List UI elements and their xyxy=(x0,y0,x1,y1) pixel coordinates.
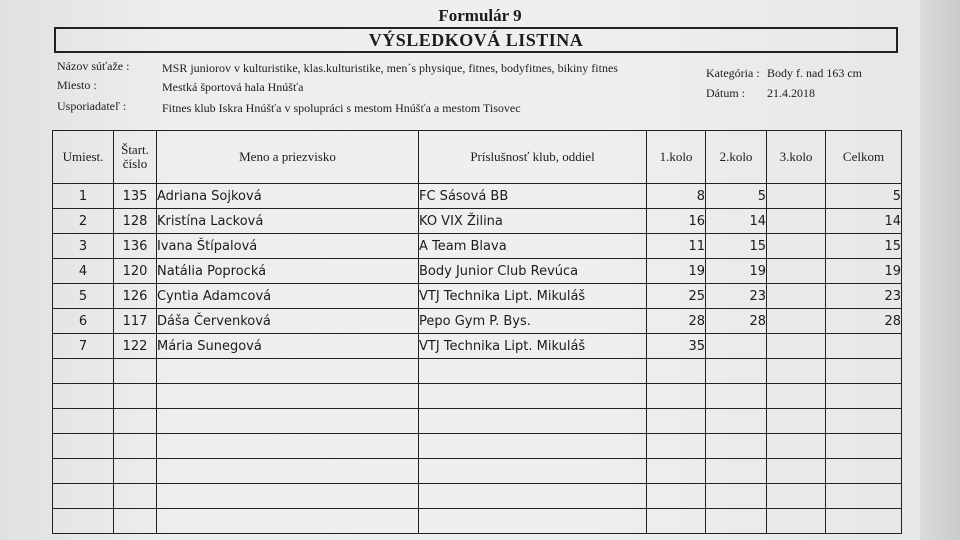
empty-cell xyxy=(157,409,419,434)
header-start-line2: číslo xyxy=(122,156,148,171)
competition-value: MSR juniorov v kulturistike, klas.kulturistike, men´s physique, fitnes, bodyfitnes, bikiny fitnes xyxy=(162,61,618,75)
empty-cell xyxy=(826,484,902,509)
empty-cell xyxy=(53,409,114,434)
cell-total: 28 xyxy=(826,309,902,334)
empty-cell xyxy=(419,359,647,384)
table-row xyxy=(53,309,902,334)
cell-round1: 11 xyxy=(647,234,706,259)
place-value: Mestká športová hala Hnúšťa xyxy=(162,80,304,94)
cell-name: Dáša Červenková xyxy=(157,309,419,334)
table-row xyxy=(53,209,902,234)
empty-cell xyxy=(647,459,706,484)
cell-total: 14 xyxy=(826,209,902,234)
empty-cell xyxy=(647,509,706,534)
empty-cell xyxy=(826,434,902,459)
empty-cell xyxy=(706,509,767,534)
cell-round1: 19 xyxy=(647,259,706,284)
empty-table-row xyxy=(53,434,902,459)
empty-cell xyxy=(647,409,706,434)
header-round3: 3.kolo xyxy=(767,131,826,184)
cell-place: 7 xyxy=(53,334,114,359)
results-body xyxy=(53,184,902,534)
cell-place: 5 xyxy=(53,284,114,309)
empty-cell xyxy=(157,459,419,484)
form-number: Formulár 9 xyxy=(438,6,522,25)
empty-table-row xyxy=(53,509,902,534)
cell-place: 6 xyxy=(53,309,114,334)
empty-cell xyxy=(767,359,826,384)
cell-round3 xyxy=(767,309,826,334)
cell-round1: 8 xyxy=(647,184,706,209)
date-value: 21.4.2018 xyxy=(767,86,815,100)
empty-cell xyxy=(826,509,902,534)
cell-place: 4 xyxy=(53,259,114,284)
cell-round1: 16 xyxy=(647,209,706,234)
cell-round2: 19 xyxy=(706,259,767,284)
table-row xyxy=(53,334,902,359)
empty-cell xyxy=(647,384,706,409)
cell-club: VTJ Technika Lipt. Mikuláš xyxy=(419,334,647,359)
empty-cell xyxy=(767,484,826,509)
empty-cell xyxy=(53,359,114,384)
cell-start-number: 117 xyxy=(114,309,157,334)
cell-place: 2 xyxy=(53,209,114,234)
header-total: Celkom xyxy=(826,131,902,184)
place-label: Miesto : xyxy=(57,78,97,92)
empty-cell xyxy=(706,434,767,459)
header-start-line1: Štart. xyxy=(121,142,149,157)
empty-cell xyxy=(53,384,114,409)
empty-cell xyxy=(826,409,902,434)
empty-cell xyxy=(767,509,826,534)
cell-total xyxy=(826,334,902,359)
cell-name: Mária Sunegová xyxy=(157,334,419,359)
empty-cell xyxy=(419,434,647,459)
empty-cell xyxy=(157,434,419,459)
cell-start-number: 120 xyxy=(114,259,157,284)
cell-round2: 5 xyxy=(706,184,767,209)
cell-club: Body Junior Club Revúca xyxy=(419,259,647,284)
empty-cell xyxy=(53,459,114,484)
cell-name: Cyntia Adamcová xyxy=(157,284,419,309)
header-club: Príslušnosť klub, oddiel xyxy=(419,131,647,184)
empty-cell xyxy=(114,434,157,459)
category-value: Body f. nad 163 cm xyxy=(767,66,862,80)
cell-round3 xyxy=(767,234,826,259)
cell-start-number: 122 xyxy=(114,334,157,359)
empty-cell xyxy=(157,509,419,534)
cell-name: Kristína Lacková xyxy=(157,209,419,234)
cell-round3 xyxy=(767,184,826,209)
cell-start-number: 126 xyxy=(114,284,157,309)
cell-start-number: 136 xyxy=(114,234,157,259)
empty-cell xyxy=(706,359,767,384)
empty-cell xyxy=(419,459,647,484)
cell-place: 1 xyxy=(53,184,114,209)
page-edge-shadow xyxy=(920,0,960,540)
cell-start-number: 135 xyxy=(114,184,157,209)
empty-cell xyxy=(419,409,647,434)
empty-cell xyxy=(647,434,706,459)
header-place: Umiest. xyxy=(53,131,114,184)
cell-round2: 14 xyxy=(706,209,767,234)
empty-table-row xyxy=(53,384,902,409)
empty-cell xyxy=(114,509,157,534)
header-start-number xyxy=(114,131,157,184)
empty-cell xyxy=(826,459,902,484)
empty-cell xyxy=(53,434,114,459)
header-round2: 2.kolo xyxy=(706,131,767,184)
cell-club: A Team Blava xyxy=(419,234,647,259)
cell-name: Natália Poprocká xyxy=(157,259,419,284)
empty-cell xyxy=(419,384,647,409)
competition-label: Názov súťaže : xyxy=(57,59,130,73)
cell-start-number: 128 xyxy=(114,209,157,234)
empty-cell xyxy=(826,384,902,409)
empty-cell xyxy=(826,359,902,384)
empty-cell xyxy=(114,359,157,384)
results-table xyxy=(52,130,902,534)
empty-cell xyxy=(53,484,114,509)
empty-cell xyxy=(647,484,706,509)
empty-cell xyxy=(706,459,767,484)
cell-round3 xyxy=(767,259,826,284)
empty-cell xyxy=(114,384,157,409)
empty-cell xyxy=(706,384,767,409)
empty-table-row xyxy=(53,459,902,484)
cell-round2: 15 xyxy=(706,234,767,259)
document-title-text: VÝSLEDKOVÁ LISTINA xyxy=(368,29,584,50)
empty-cell xyxy=(647,359,706,384)
cell-place: 3 xyxy=(53,234,114,259)
date-label: Dátum : xyxy=(706,86,745,100)
empty-cell xyxy=(767,409,826,434)
empty-table-row xyxy=(53,359,902,384)
table-header-row xyxy=(53,131,902,184)
cell-total: 15 xyxy=(826,234,902,259)
cell-club: KO VIX Žilina xyxy=(419,209,647,234)
category-label: Kategória : xyxy=(706,66,760,80)
empty-cell xyxy=(114,409,157,434)
empty-cell xyxy=(157,484,419,509)
cell-total: 23 xyxy=(826,284,902,309)
table-row xyxy=(53,259,902,284)
cell-round2 xyxy=(706,334,767,359)
empty-table-row xyxy=(53,409,902,434)
document-title xyxy=(54,27,898,53)
header-round1: 1.kolo xyxy=(647,131,706,184)
cell-total: 5 xyxy=(826,184,902,209)
cell-round2: 23 xyxy=(706,284,767,309)
empty-cell xyxy=(706,409,767,434)
empty-cell xyxy=(706,484,767,509)
empty-cell xyxy=(114,484,157,509)
empty-cell xyxy=(419,509,647,534)
empty-cell xyxy=(767,434,826,459)
cell-round2: 28 xyxy=(706,309,767,334)
cell-round3 xyxy=(767,284,826,309)
cell-round1: 28 xyxy=(647,309,706,334)
cell-round3 xyxy=(767,334,826,359)
cell-name: Ivana Štípalová xyxy=(157,234,419,259)
table-row xyxy=(53,284,902,309)
empty-cell xyxy=(157,359,419,384)
organizer-value: Fitnes klub Iskra Hnúšťa v spolupráci s mestom Hnúšťa a mestom Tisovec xyxy=(162,101,521,115)
table-row xyxy=(53,184,902,209)
empty-cell xyxy=(767,459,826,484)
cell-round1: 25 xyxy=(647,284,706,309)
empty-table-row xyxy=(53,484,902,509)
empty-cell xyxy=(157,384,419,409)
cell-club: FC Sásová BB xyxy=(419,184,647,209)
empty-cell xyxy=(419,484,647,509)
cell-total: 19 xyxy=(826,259,902,284)
empty-cell xyxy=(53,509,114,534)
table-row xyxy=(53,234,902,259)
header-name: Meno a priezvisko xyxy=(157,131,419,184)
empty-cell xyxy=(767,384,826,409)
empty-cell xyxy=(114,459,157,484)
cell-club: VTJ Technika Lipt. Mikuláš xyxy=(419,284,647,309)
cell-round3 xyxy=(767,209,826,234)
cell-round1: 35 xyxy=(647,334,706,359)
cell-club: Pepo Gym P. Bys. xyxy=(419,309,647,334)
cell-name: Adriana Sojková xyxy=(157,184,419,209)
organizer-label: Usporiadateľ : xyxy=(57,99,127,113)
